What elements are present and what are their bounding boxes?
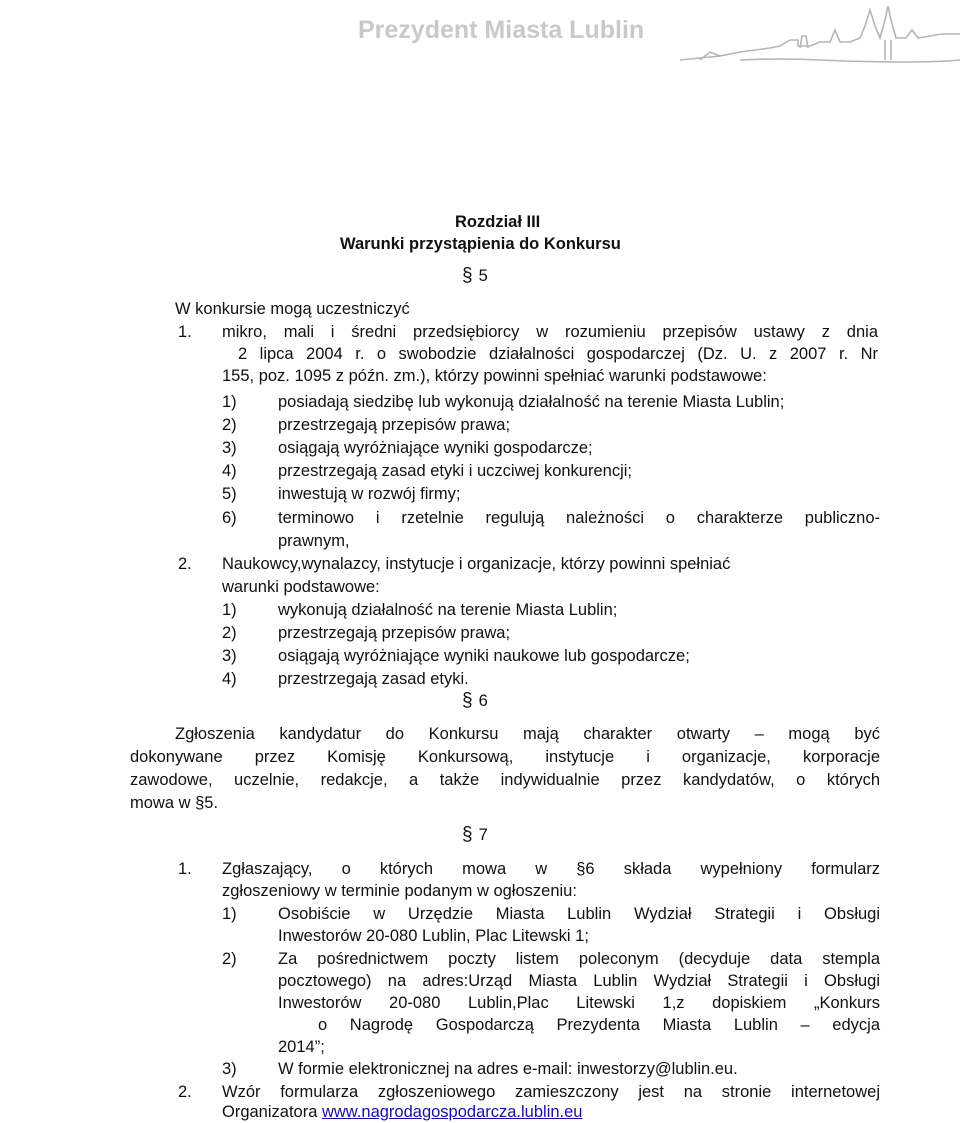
section-mark: § bbox=[462, 824, 473, 845]
paragraph-line: 155, poz. 1095 z późn. zm.), którzy powinni spełniać warunki podstawowe: bbox=[222, 367, 767, 385]
header-title: Prezydent Miasta Lublin bbox=[358, 16, 645, 44]
paragraph-line: Naukowcy,wynalazcy, instytucje i organizacje, którzy powinni spełniać bbox=[222, 555, 731, 573]
section-number: 5 bbox=[478, 267, 488, 285]
section-mark: § bbox=[462, 690, 473, 711]
sub-number: 1) bbox=[222, 601, 237, 619]
list-number: 2. bbox=[178, 1083, 192, 1101]
sub-text: osiągają wyróżniające wyniki gospodarcze; bbox=[278, 439, 593, 457]
sub-text: terminowo i rzetelnie regulują należności o charakterze publiczno- bbox=[278, 509, 880, 527]
sub-text: inwestują w rozwój firmy; bbox=[278, 485, 461, 503]
sub-text: Osobiście w Urzędzie Miasta Lublin Wydział Strategii i Obsługi bbox=[278, 905, 880, 923]
sub-text: posiadają siedzibę lub wykonują działalność na terenie Miasta Lublin; bbox=[278, 393, 785, 411]
sub-text: W formie elektronicznej na adres e-mail: inwestorzy@lublin.eu. bbox=[278, 1060, 738, 1078]
section-mark: § bbox=[462, 265, 473, 286]
contest-website-link[interactable]: www.nagrodagospodarcza.lublin.eu bbox=[321, 1103, 583, 1121]
sub-number: 1) bbox=[222, 393, 237, 411]
paragraph-line bbox=[222, 1101, 582, 1123]
sub-text: pocztowego) na adres:Urząd Miasta Lublin Wydział Strategii i Obsługi bbox=[278, 972, 880, 990]
sub-text: przestrzegają zasad etyki i uczciwej konkurencji; bbox=[278, 462, 632, 480]
sub-number: 1) bbox=[222, 905, 237, 923]
paragraph-line: mowa w §5. bbox=[130, 794, 219, 812]
sub-text: osiągają wyróżniające wyniki naukowe lub gospodarcze; bbox=[278, 647, 690, 665]
paragraph-line: Wzór formularza zgłoszeniowego zamieszczony jest na stronie internetowej bbox=[222, 1083, 880, 1101]
sub-number: 3) bbox=[222, 1060, 237, 1078]
paragraph-line: mikro, mali i średni przedsiębiorcy w rozumieniu przepisów ustawy z dnia bbox=[222, 323, 878, 341]
paragraph-line: 2 lipca 2004 r. o swobodzie działalności gospodarczej (Dz. U. z 2007 r. Nr bbox=[238, 345, 878, 363]
sub-text: Inwestorów 20-080 Lublin,Plac Litewski 1,z dopiskiem „Konkurs bbox=[278, 994, 880, 1012]
organizer-label: Organizatora bbox=[222, 1103, 322, 1121]
section-number: 7 bbox=[478, 826, 488, 844]
sub-text: przestrzegają zasad etyki. bbox=[278, 670, 469, 688]
sub-number: 5) bbox=[222, 485, 237, 503]
paragraph-line: dokonywane przez Komisję Konkursową, instytucje i organizacje, korporacje bbox=[130, 748, 880, 766]
sub-text: o Nagrodę Gospodarczą Prezydenta Miasta Lublin – edycja bbox=[318, 1016, 880, 1034]
sub-text: Inwestorów 20-080 Lublin, Plac Litewski 1; bbox=[278, 927, 589, 945]
section-5-heading bbox=[462, 265, 488, 287]
sub-text: przestrzegają przepisów prawa; bbox=[278, 416, 511, 434]
sub-number: 2) bbox=[222, 416, 237, 434]
sub-number: 3) bbox=[222, 647, 237, 665]
paragraph-line: zawodowe, uczelnie, redakcje, a także indywidualnie przez kandydatów, o których bbox=[130, 771, 880, 789]
sub-text: Za pośrednictwem poczty listem poleconym (decyduje data stempla bbox=[278, 950, 880, 968]
section-7-heading bbox=[462, 824, 488, 846]
lublin-skyline-logo bbox=[680, 0, 960, 70]
section-5-intro: W konkursie mogą uczestniczyć bbox=[175, 300, 410, 318]
paragraph-line: warunki podstawowe: bbox=[222, 578, 380, 596]
section-number: 6 bbox=[478, 692, 488, 710]
list-number: 2. bbox=[178, 555, 192, 573]
sub-number: 2) bbox=[222, 950, 237, 968]
list-number: 1. bbox=[178, 323, 192, 341]
chapter-title: Rozdział III bbox=[455, 213, 541, 231]
paragraph-line: zgłoszeniowy w terminie podanym w ogłoszeniu: bbox=[222, 882, 577, 900]
sub-number: 4) bbox=[222, 462, 237, 480]
chapter-subtitle: Warunki przystąpienia do Konkursu bbox=[340, 235, 621, 253]
paragraph-line: Zgłaszający, o których mowa w §6 składa wypełniony formularz bbox=[222, 860, 880, 878]
sub-number: 4) bbox=[222, 670, 237, 688]
sub-number: 2) bbox=[222, 624, 237, 642]
sub-number: 3) bbox=[222, 439, 237, 457]
sub-number: 6) bbox=[222, 509, 237, 527]
sub-text: wykonują działalność na terenie Miasta Lublin; bbox=[278, 601, 618, 619]
sub-text-continued: prawnym, bbox=[278, 532, 350, 550]
sub-text: 2014”; bbox=[278, 1038, 325, 1056]
sub-text: przestrzegają przepisów prawa; bbox=[278, 624, 511, 642]
paragraph-line: Zgłoszenia kandydatur do Konkursu mają charakter otwarty – mogą być bbox=[175, 725, 880, 743]
section-6-heading bbox=[462, 690, 488, 712]
list-number: 1. bbox=[178, 860, 192, 878]
